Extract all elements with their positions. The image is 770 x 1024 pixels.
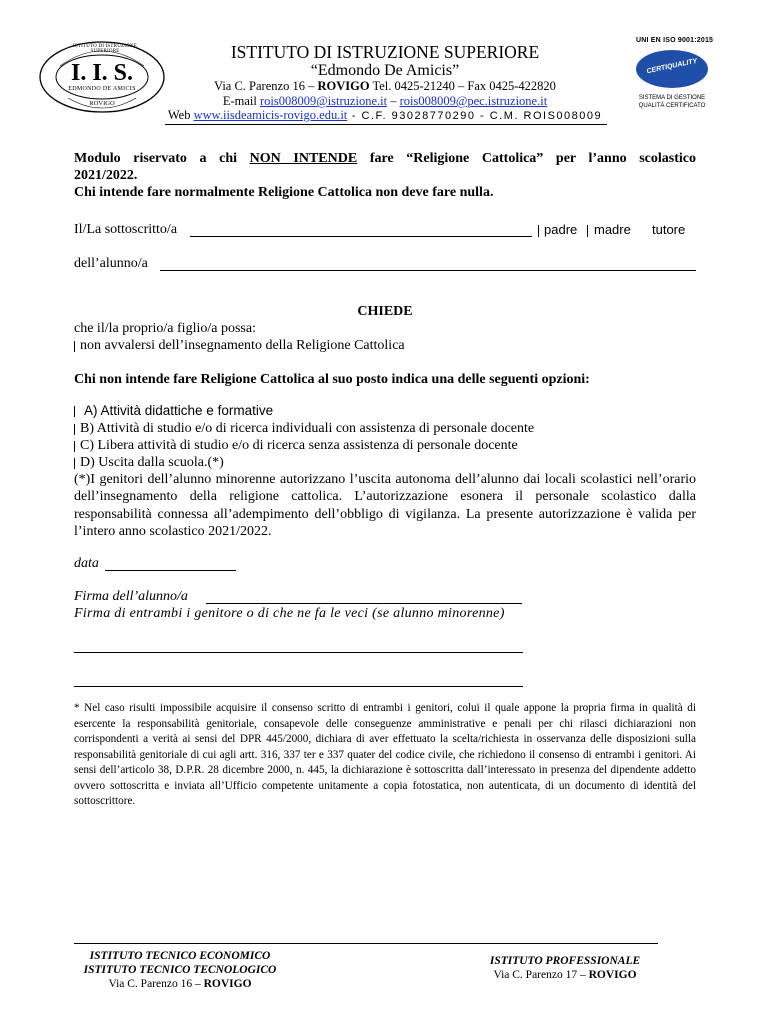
cert-badge-text: CERTIQUALITY (646, 57, 698, 76)
intro-note: Chi intende fare normalmente Religione Cattolica non deve fare nulla. (74, 185, 494, 200)
intro-not-intend: NON INTENDE (249, 151, 358, 166)
signer-label: Il/La sottoscritto/a (74, 222, 178, 237)
web-label: Web (167, 108, 194, 122)
email-link-2[interactable]: rois008009@pec.istruzione.it (399, 94, 548, 108)
chiede-line-2: non avvalersi dell’insegnamento della Religione Cattolica (80, 338, 405, 353)
email-label: E-mail (222, 94, 260, 108)
cert-standard: UNI EN ISO 9001:2015 (636, 37, 714, 44)
options-title: Chi non intende fare Religione Cattolica al suo posto indica una delle seguenti opzioni: (74, 372, 590, 387)
address-pre: Via C. Parenzo 16 – (214, 79, 318, 93)
checkbox-option-d[interactable] (74, 458, 76, 469)
footer-right-1: ISTITUTO PROFESSIONALE (489, 955, 641, 967)
student-field[interactable] (160, 270, 696, 271)
footer-divider (74, 943, 658, 944)
option-tutore: tutore (652, 222, 686, 237)
chiede-line-1: che il/la proprio/a figlio/a possa: (74, 321, 256, 336)
footer-left-city: ROVIGO (203, 978, 252, 990)
address-line (170, 79, 600, 94)
student-signature-label: Firma dell’alunno/a (74, 589, 188, 604)
logo-sub-text: EDMONDO DE AMICIS (68, 86, 136, 92)
intro-post: fare “Religione Cattolica” per l’anno scolastico (357, 151, 697, 166)
intro-year: 2021/2022. (74, 168, 138, 183)
institute-name: “Edmondo De Amicis” (310, 62, 460, 79)
logo-ring-text: ISTITUTO DI ISTRUZIONE SUPERIORE (72, 44, 138, 54)
checkbox-padre[interactable] (538, 225, 540, 237)
footer-left-address: Via C. Parenzo 16 – (108, 978, 204, 990)
checkbox-non-avvalersi[interactable] (74, 341, 76, 352)
logo-city-text: ROVIGO (89, 100, 115, 107)
header-divider (165, 124, 607, 125)
institute-title: ISTITUTO DI ISTRUZIONE SUPERIORE (230, 42, 540, 62)
date-field[interactable] (105, 570, 236, 571)
checkbox-madre[interactable] (587, 225, 589, 237)
footer-left-2: ISTITUTO TECNICO TECNOLOGICO (83, 964, 277, 976)
option-padre: padre (544, 222, 578, 237)
option-a: A) Attività didattiche e formative (84, 403, 274, 418)
parent-signature-field-1[interactable] (74, 652, 523, 653)
intro-pre: Modulo riservato a chi (74, 151, 250, 166)
checkbox-option-b[interactable] (74, 424, 76, 435)
web-link[interactable]: www.iisdeamicis-rovigo.edu.it (193, 108, 348, 122)
parent-signature-field-2[interactable] (74, 686, 523, 687)
cert-line-2: QUALITÀ CERTIFICATO (638, 103, 706, 109)
email-sep: – (387, 94, 400, 108)
footer-right-address: Via C. Parenzo 17 – (493, 969, 589, 981)
web-line (150, 108, 620, 123)
cert-line-1: SISTEMA DI GESTIONE (638, 95, 706, 101)
checkbox-option-a[interactable] (74, 406, 76, 417)
exit-authorization-note: (*)I genitori dell’alunno minorenne autorizzano l’uscita autonoma dell’alunno dai locali scolastici nell’orario dell’insegnamento della religione cattolica. L’autorizzazione esonera il personale scolastico dalla responsabilità connessa all’adempimento dell’obbligo di vigilanza. La presente autorizzazione è valida per l’intero anno scolastico 2021/2022. (74, 472, 696, 539)
footnote: * Nel caso risulti impossibile acquisire il consenso scritto di entrambi i genitori, colui il quale appone la propria firma in qualità di esercente la responsabilità genitoriale, consapevole delle conseguenze amministrative e penali per chi rilasci dichiarazioni non corrispondenti a verità ai sensi del DPR 445/2000, dichiara di aver effettuato la scelta/richiesta in osservanza delle disposizioni sulla responsabilità genitoriale di cui agli artt. 316, 337 ter e 337 quater del codice civile, che richiedono il consenso di entrambi i genitori. Ai sensi dell’articolo 38, D.P.R. 28 dicembre 2000, n. 445, la dichiarazione è sottoscritta dall’interessato in presenza del dipendente addetto ovvero sottoscritta e inviata all’Ufficio competente unitamente a copia fotostatica, non autenticata, di un documento di identità del sottoscrittore. (74, 702, 696, 807)
student-signature-field[interactable] (206, 603, 522, 604)
email-line (170, 94, 600, 109)
footer-right-2 (470, 969, 660, 981)
address-post: Tel. 0425-21240 – Fax 0425-422820 (369, 79, 556, 93)
signer-field[interactable] (190, 236, 532, 237)
option-b: B) Attività di studio e/o di ricerca individuali con assistenza di personale docente (80, 421, 535, 436)
student-label: dell’alunno/a (74, 256, 148, 271)
footer-left-3 (74, 978, 286, 990)
logo-main-text: I. I. S. (70, 60, 134, 86)
web-post: - C.F. 93028770290 - C.M. ROIS008009 (347, 110, 603, 122)
parents-signature-label: Firma di entrambi i genitore o di che ne fa le veci (se alunno minorenne) (74, 606, 505, 621)
intro-line-1 (74, 151, 696, 167)
date-label: data (74, 556, 99, 571)
option-c: C) Libera attività di studio e/o di ricerca senza assistenza di personale docente (80, 438, 518, 453)
checkbox-option-c[interactable] (74, 441, 76, 452)
option-madre: madre (594, 222, 631, 237)
option-d: D) Uscita dalla scuola.(*) (80, 455, 224, 470)
email-link-1[interactable]: rois008009@istruzione.it (259, 94, 388, 108)
footer-right-city: ROVIGO (588, 969, 637, 981)
chiede-title: CHIEDE (357, 304, 413, 319)
address-city: ROVIGO (317, 79, 370, 93)
footer-left-1: ISTITUTO TECNICO ECONOMICO (89, 950, 271, 962)
